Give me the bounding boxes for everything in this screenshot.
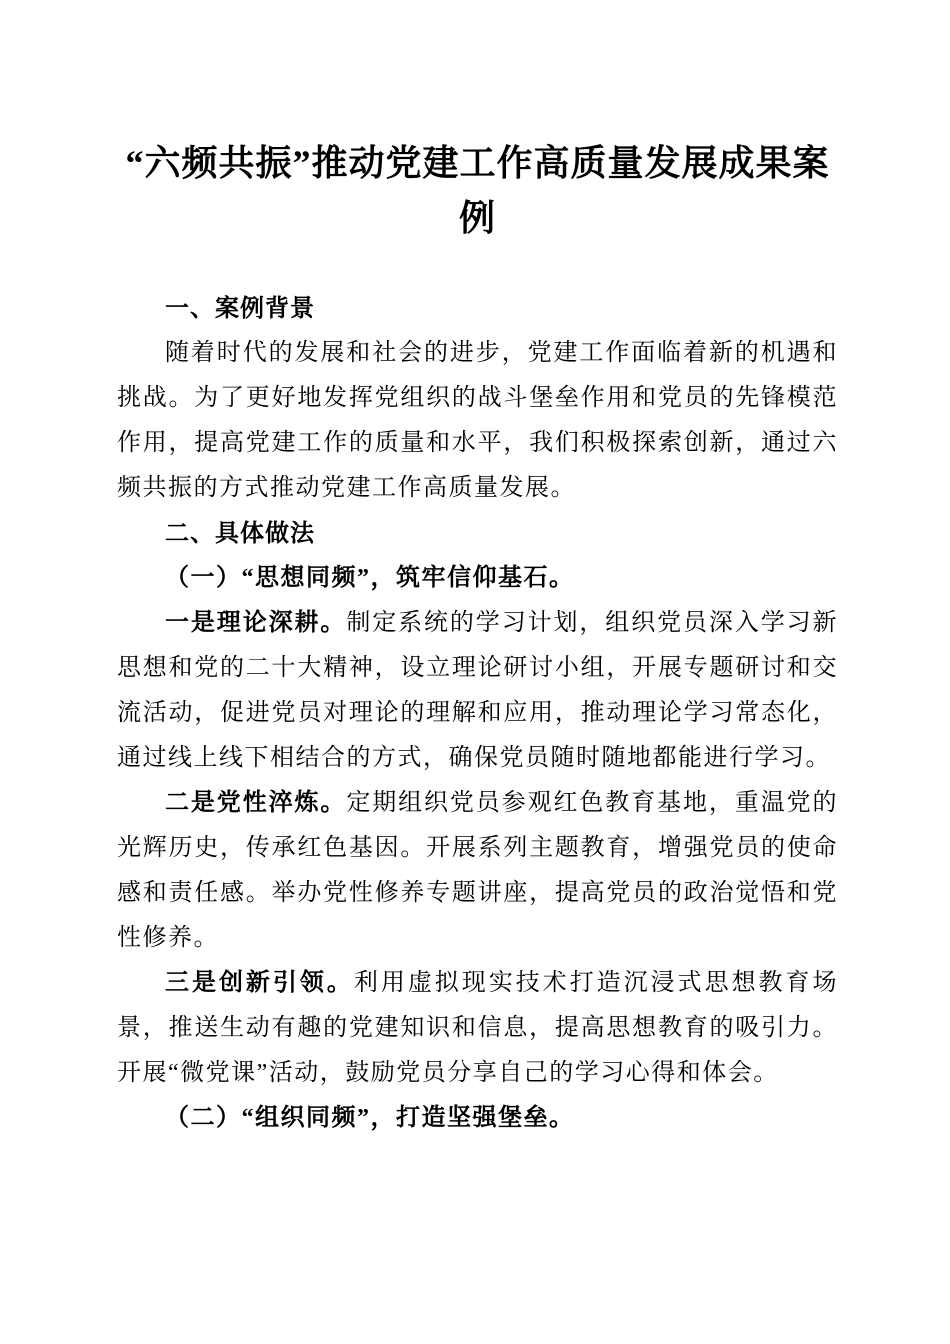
section-heading-background: 一、案例背景 bbox=[165, 295, 315, 322]
method-1-item-2-lead: 二是党性淬炼。 bbox=[165, 790, 347, 816]
subheading-method-1: （一）“思想同频”，筑牢信仰基石。 bbox=[165, 565, 575, 591]
method-1-item-3-text: 利用虚拟现实技术打造沉浸式思想教育场景，推送生动有趣的党建知识和信息，提高思想教育的吸引力。开展“微党课”活动，鼓励党员分享自己的学习心得和体会。 bbox=[117, 970, 839, 1086]
method-1-item-2-paragraph bbox=[117, 781, 838, 961]
method-1-item-1-lead: 一是理论深耕。 bbox=[165, 610, 347, 636]
section-heading-methods: 二、具体做法 bbox=[165, 520, 315, 547]
method-1-item-1-text: 制定系统的学习计划，组织党员深入学习新思想和党的二十大精神，设立理论研讨小组，开展专题研讨和交流活动，促进党员对理论的理解和应用，推动理论学习常态化，通过线上线下相结合的方式，确保党员随时随地都能进行学习。 bbox=[117, 610, 839, 771]
background-paragraph: 随着时代的发展和社会的进步，党建工作面临着新的机遇和挑战。为了更好地发挥党组织的战斗堡垒作用和党员的先锋模范作用，提高党建工作的质量和水平，我们积极探索创新，通过六频共振的方式推动党建工作高质量发展。 bbox=[117, 340, 838, 501]
subheading-method-2: （二）“组织同频”，打造坚强堡垒。 bbox=[165, 1105, 575, 1131]
method-1-item-2-text: 定期组织党员参观红色教育基地，重温党的光辉历史，传承红色基因。开展系列主题教育，增强党员的使命感和责任感。举办党性修养专题讲座，提高党员的政治觉悟和党性修养。 bbox=[117, 790, 839, 951]
document-title: “六频共振”推动党建工作高质量发展成果案例 bbox=[125, 143, 830, 238]
method-1-item-3-paragraph bbox=[117, 961, 838, 1096]
method-1-item-1-paragraph bbox=[117, 601, 838, 781]
method-1-item-3-lead: 三是创新引领。 bbox=[165, 970, 354, 996]
